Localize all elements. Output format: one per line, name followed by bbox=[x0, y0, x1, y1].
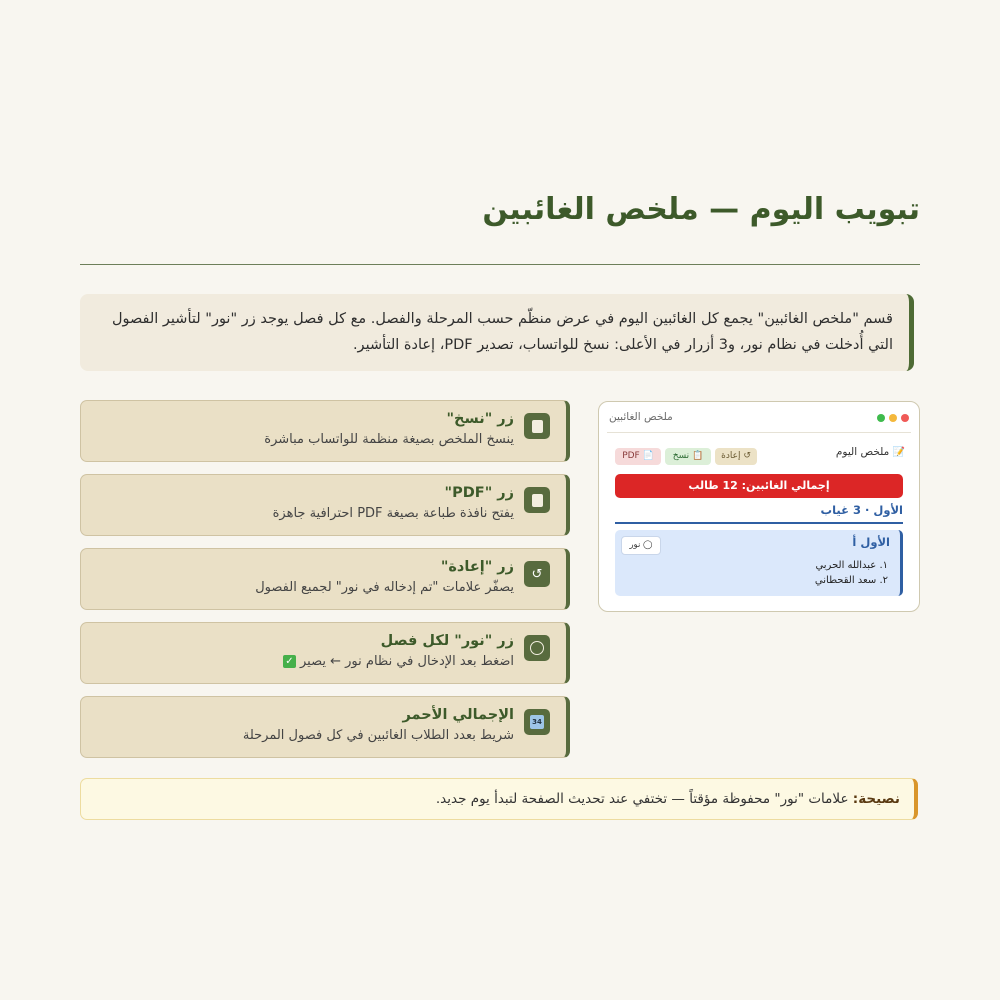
tip-box bbox=[80, 778, 918, 820]
daily-summary-text: ملخص اليوم bbox=[835, 446, 890, 458]
window-close-dot[interactable] bbox=[877, 414, 885, 422]
noor-button[interactable]: ◯ نور bbox=[621, 536, 661, 555]
pdf-button[interactable]: 📄 PDF bbox=[615, 448, 661, 465]
feature-desc: شريط بعدد الطلاب الغائبين في كل فصول المرحلة bbox=[242, 728, 514, 743]
feature-desc bbox=[283, 651, 514, 673]
circle-icon bbox=[524, 635, 550, 661]
feature-card-reset bbox=[80, 548, 570, 610]
student-item: ٢. سعد القحطاني bbox=[814, 575, 888, 586]
daily-summary-label bbox=[836, 446, 905, 458]
stage-divider bbox=[615, 522, 903, 524]
window-controls bbox=[877, 414, 909, 422]
feature-card-noor bbox=[80, 622, 570, 684]
feature-list bbox=[80, 400, 570, 770]
copy-button[interactable]: 📋 نسخ bbox=[665, 448, 711, 465]
feature-title: زر "إعادة" bbox=[440, 559, 514, 575]
tip-text: علامات "نور" محفوظة مؤقتاً — تختفي عند تحديث الصفحة لتبدأ يوم جديد. bbox=[435, 791, 849, 807]
feature-desc: يفتح نافذة طباعة بصيغة PDF احترافية جاهزة bbox=[272, 506, 514, 521]
check-icon: ✓ bbox=[283, 655, 296, 668]
window-divider bbox=[607, 432, 911, 433]
window-minimize-dot[interactable] bbox=[889, 414, 897, 422]
feature-title: زر "نور" لكل فصل bbox=[380, 633, 514, 649]
page-title: تبويب اليوم — ملخص الغائبين bbox=[482, 192, 920, 227]
reset-button[interactable]: ↺ إعادة bbox=[715, 448, 757, 465]
stage-label: الأول · 3 غياب bbox=[820, 503, 903, 517]
feature-title: الإجمالي الأحمر bbox=[402, 707, 514, 723]
memo-icon: 📝 bbox=[892, 447, 905, 458]
calendar-icon bbox=[524, 709, 550, 735]
student-item: ١. عبدالله الحربي bbox=[815, 560, 888, 571]
title-divider bbox=[80, 264, 920, 265]
window-maximize-dot[interactable] bbox=[901, 414, 909, 422]
reset-icon: ↺ bbox=[524, 561, 550, 587]
tip-label: نصيحة: bbox=[852, 791, 900, 807]
feature-card-total bbox=[80, 696, 570, 758]
feature-card-copy bbox=[80, 400, 570, 462]
feature-card-pdf bbox=[80, 474, 570, 536]
document-icon bbox=[524, 487, 550, 513]
class-name: الأول أ bbox=[852, 535, 890, 549]
feature-title: زر "PDF" bbox=[444, 485, 514, 501]
intro-box bbox=[80, 294, 914, 371]
clipboard-icon bbox=[524, 413, 550, 439]
preview-window bbox=[598, 401, 920, 612]
total-absent-bar: إجمالي الغائبين: 12 طالب bbox=[615, 474, 903, 498]
feature-desc: ينسخ الملخص بصيغة منظمة للواتساب مباشرة bbox=[264, 432, 514, 447]
intro-text: قسم "ملخص الغائبين" يجمع كل الغائبين اليوم في عرض منظّم حسب المرحلة والفصل. مع كل فصل يوجد زر "نور" لتأشير الفصول التي أُدخلت في نظام نور، و3 أزرار في الأعلى: نسخ للواتساب، تصدير PDF، إعادة التأشير. bbox=[111, 311, 893, 353]
feature-title: زر "نسخ" bbox=[446, 411, 514, 427]
calendar-number: 34 bbox=[530, 715, 544, 729]
class-card bbox=[615, 530, 903, 596]
window-title: ملخص الغائبين bbox=[609, 411, 673, 423]
feature-desc-text: اضغط بعد الإدخال في نظام نور ← يصير bbox=[300, 654, 514, 669]
feature-desc: يصفّر علامات "تم إدخاله في نور" لجميع الفصول bbox=[255, 580, 514, 595]
